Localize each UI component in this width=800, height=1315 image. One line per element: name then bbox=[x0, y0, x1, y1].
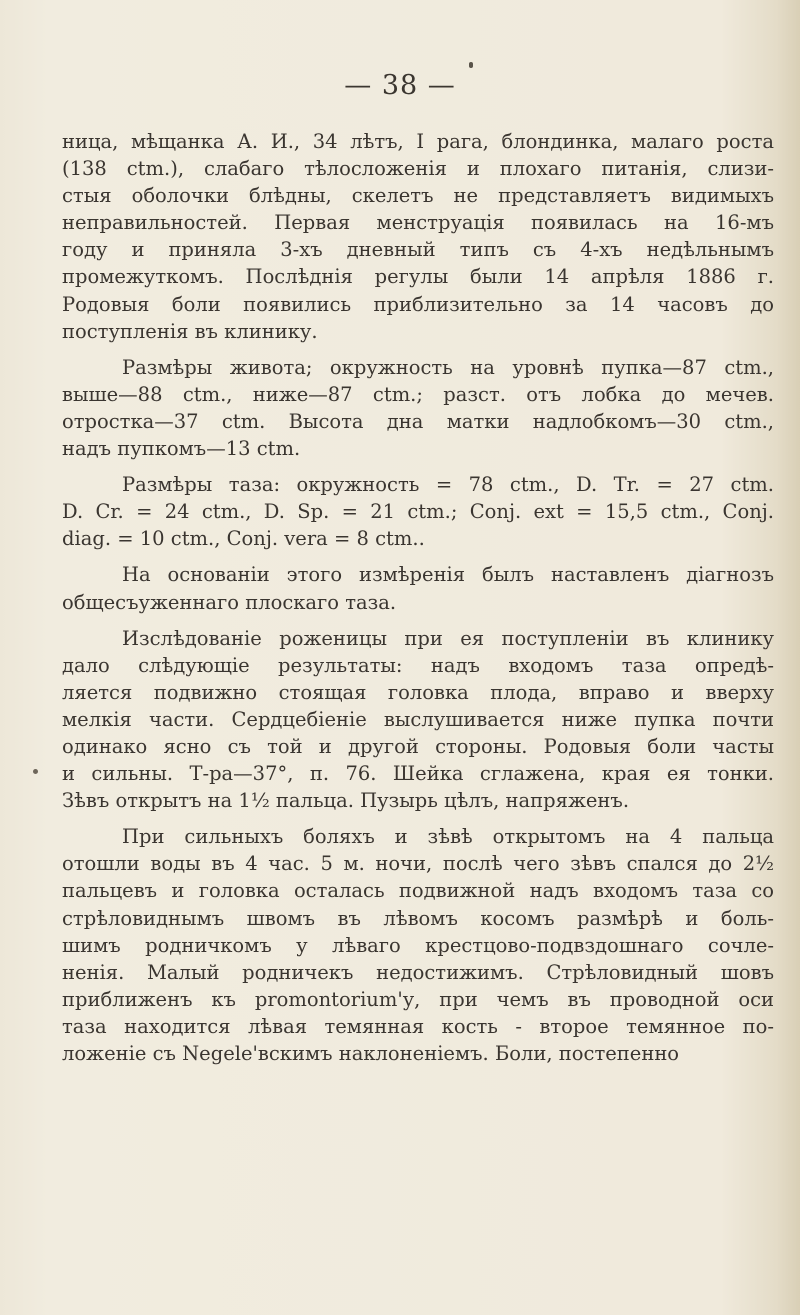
text-line: шимъ родничкомъ у лѣваго крестцово-подвздошнаго сочле- bbox=[62, 933, 774, 957]
text-line: приближенъ къ promontorium'у, при чемъ въ проводной оси bbox=[62, 987, 774, 1011]
margin-mark bbox=[33, 769, 38, 774]
text-line: году и приняла 3-хъ дневный типъ съ 4-хъ недѣльнымъ bbox=[62, 238, 774, 262]
text-line: ненія. Малый родничекъ недостижимъ. Стрѣловидный шовъ bbox=[62, 960, 774, 984]
ink-speck bbox=[469, 62, 473, 68]
text-line: Размѣры таза: окружность = 78 ctm., D. Tr. = 27 ctm. bbox=[122, 473, 774, 497]
text-line: надъ пупкомъ—13 ctm. bbox=[62, 437, 301, 461]
text-line: На основаніи этого измѣренія былъ наставленъ діагнозъ bbox=[122, 563, 774, 587]
text-line: и сильны. Т-ра—37°, п. 76. Шейка сглажена, края ея тонки. bbox=[62, 762, 774, 786]
text-line: Родовыя боли появились приблизительно за 14 часовъ до bbox=[62, 292, 774, 316]
text-line: пальцевъ и головка осталась подвижной надъ входомъ таза со bbox=[62, 879, 774, 903]
text-line: общесъуженнаго плоскаго таза. bbox=[62, 590, 397, 614]
text-line: одинако ясно съ той и другой стороны. Родовыя боли часты bbox=[62, 734, 774, 758]
text-line: ница, мѣщанка А. И., 34 лѣтъ, I рага, блондинка, малаго роста bbox=[62, 130, 774, 153]
text-line: diag. = 10 ctm., Conj. vera = 8 ctm.. bbox=[62, 527, 425, 551]
text-line: промежуткомъ. Послѣднія регулы были 14 апрѣля 1886 г. bbox=[62, 265, 774, 289]
text-line: (138 ctm.), слабаго тѣлосложенія и плохаго питанія, слизи- bbox=[62, 157, 774, 181]
text-line: стрѣловиднымъ швомъ въ лѣвомъ косомъ размѣрѣ и боль- bbox=[62, 906, 774, 930]
text-line: стыя оболочки блѣдны, скелетъ не представляетъ видимыхъ bbox=[62, 184, 774, 208]
text-line: поступленія въ клинику. bbox=[62, 319, 318, 343]
body-text bbox=[62, 128, 774, 1067]
text-line: Размѣры живота; окружность на уровнѣ пупка—87 ctm., bbox=[122, 355, 774, 379]
text-line: При сильныхъ боляхъ и зѣвѣ открытомъ на 4 пальца bbox=[122, 825, 774, 849]
text-line: ложеніе съ Negele'вскимъ наклоненіемъ. Боли, постепенно bbox=[62, 1042, 680, 1065]
text-line: выше—88 ctm., ниже—87 ctm.; разст. отъ лобка до мечев. bbox=[62, 382, 774, 406]
text-line: Зѣвъ открытъ на 1½ пальца. Пузырь цѣлъ, напряженъ. bbox=[62, 789, 630, 813]
text-line: мелкія части. Сердцебіеніе выслушивается ниже пупка почти bbox=[62, 707, 774, 731]
text-line: Изслѣдованіе роженицы при ея поступленіи въ клинику bbox=[122, 626, 774, 650]
page-number: — 38 — bbox=[344, 70, 456, 101]
text-line: ляется подвижно стоящая головка плода, вправо и вверху bbox=[62, 680, 774, 704]
text-line: дало слѣдующіе результаты: надъ входомъ таза опредѣ- bbox=[62, 653, 774, 677]
text-line: неправильностей. Первая менструація появилась на 16-мъ bbox=[62, 211, 774, 235]
text-line: D. Cr. = 24 ctm., D. Sp. = 21 ctm.; Conj. ext = 15,5 ctm., Conj. bbox=[62, 500, 774, 524]
text-line: отростка—37 ctm. Высота дна матки надлобкомъ—30 ctm., bbox=[62, 409, 774, 433]
text-line: отошли воды въ 4 час. 5 м. ночи, послѣ чего зѣвъ спался до 2½ bbox=[62, 852, 774, 876]
text-line: таза находится лѣвая темянная кость - второе темянное по- bbox=[62, 1014, 774, 1038]
